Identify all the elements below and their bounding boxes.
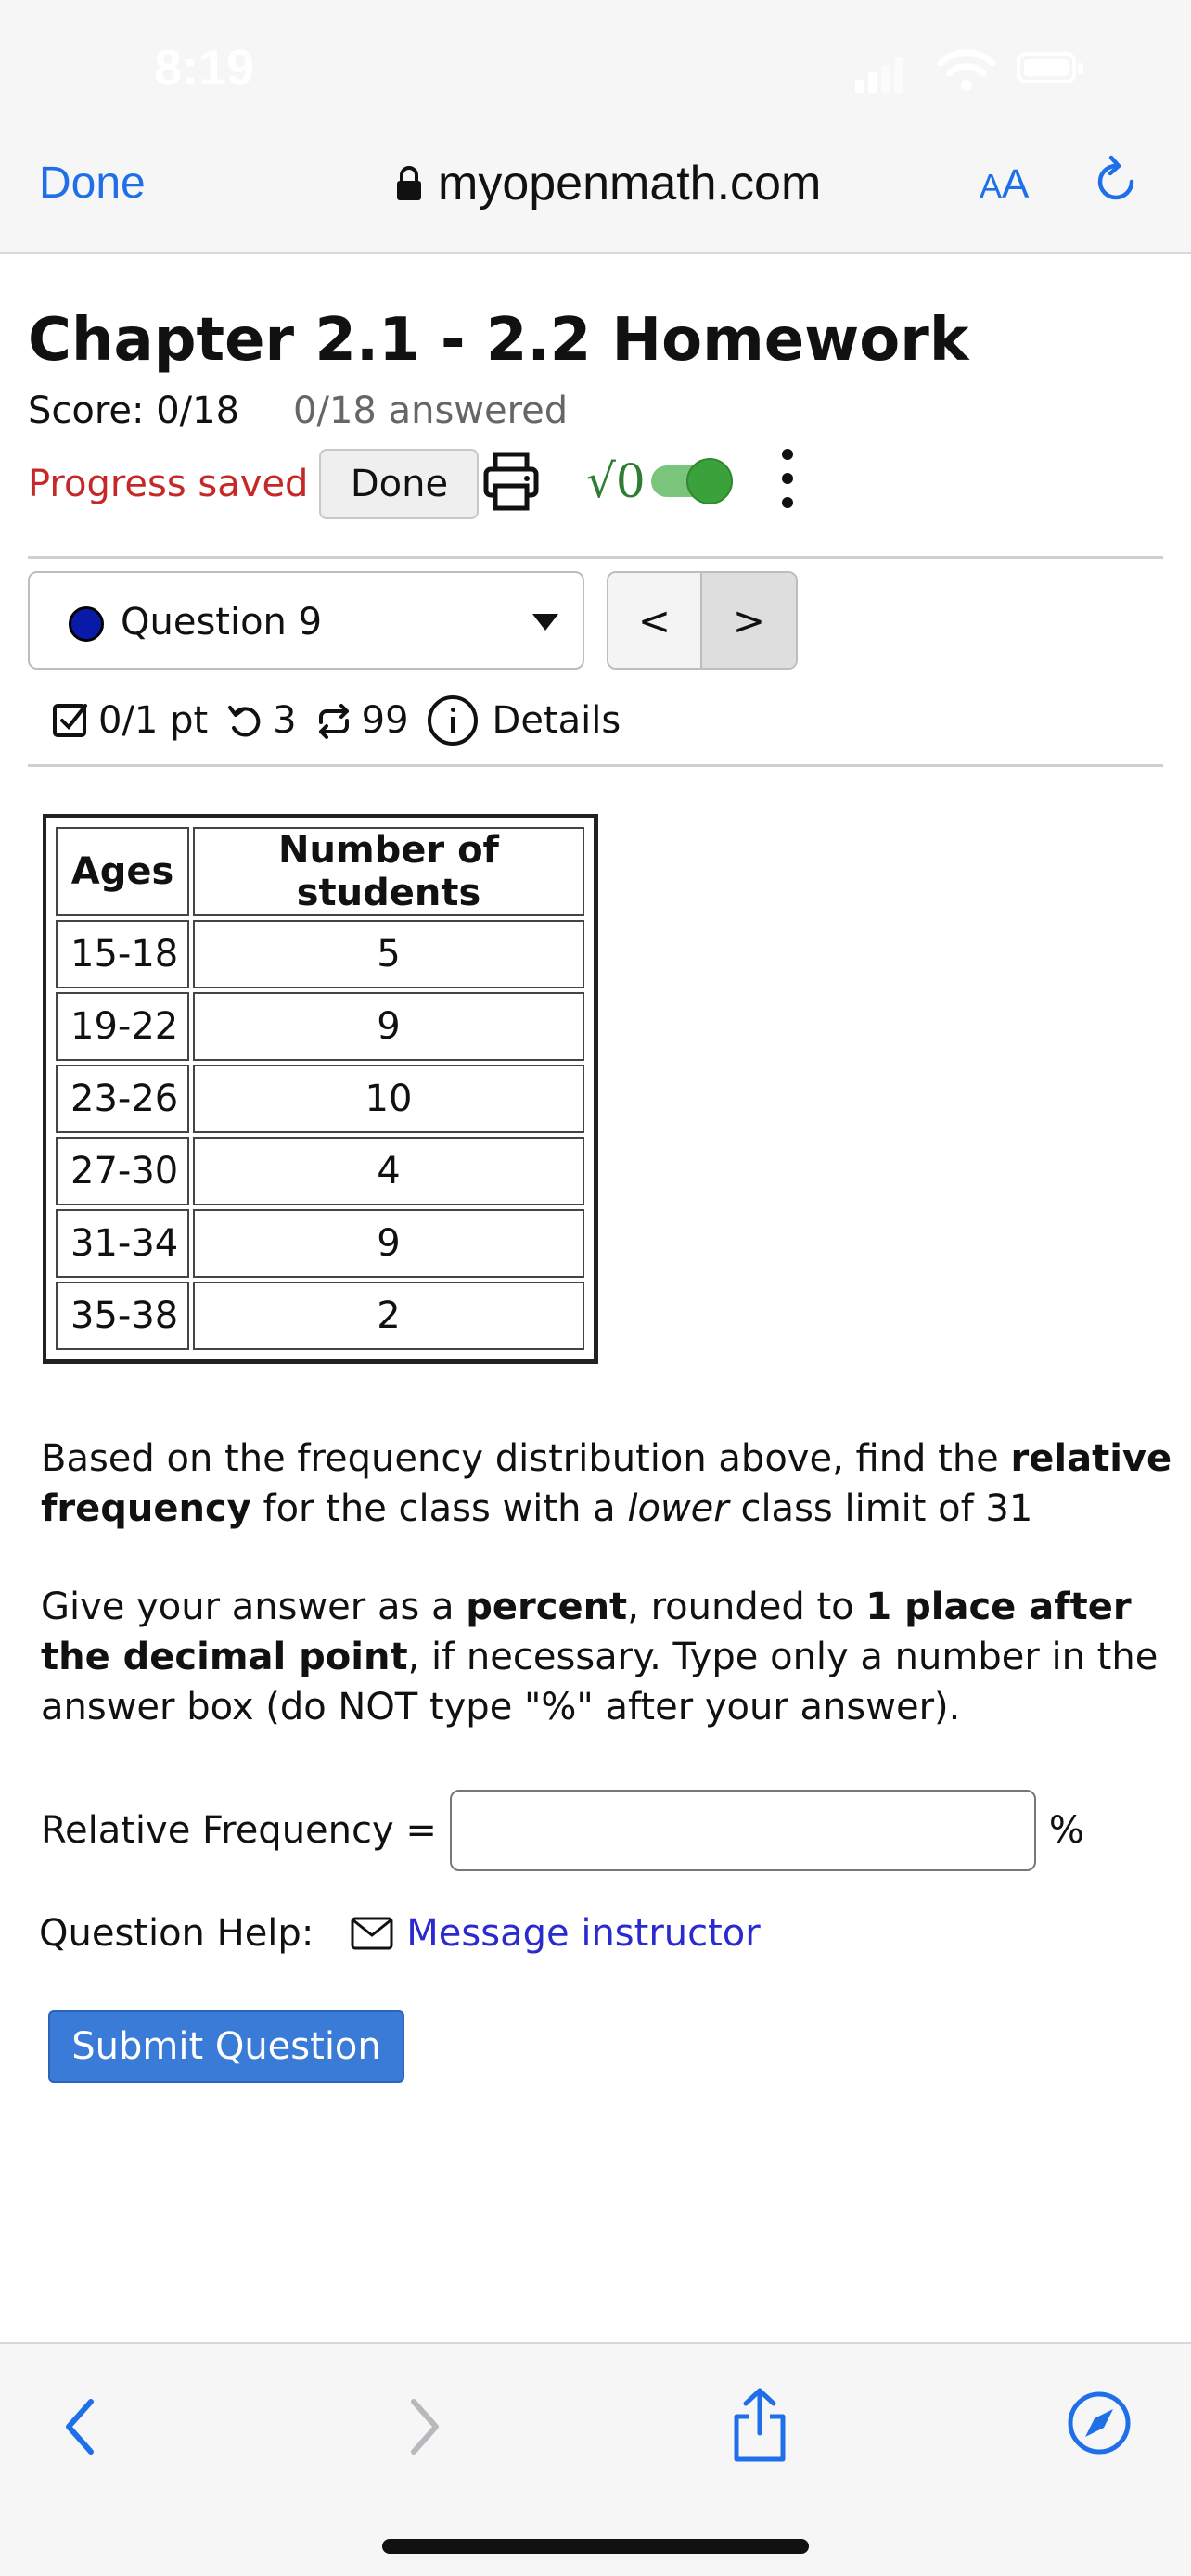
- share-icon[interactable]: [729, 2385, 790, 2463]
- reload-icon[interactable]: [1091, 154, 1141, 210]
- address-bar[interactable]: [395, 156, 821, 211]
- table-cell-count: 2: [193, 1282, 584, 1350]
- table-row: [56, 992, 584, 1061]
- address-host: myopenmath.com: [438, 157, 822, 210]
- compass-icon[interactable]: [1067, 2391, 1132, 2455]
- answer-row: [41, 1790, 1084, 1871]
- table-row: [56, 1282, 584, 1350]
- browser-toolbar: [0, 130, 1191, 254]
- question-help: [39, 1912, 761, 1955]
- more-options-icon[interactable]: [781, 449, 794, 508]
- help-label: Question Help:: [39, 1912, 314, 1955]
- home-indicator: [382, 2539, 809, 2554]
- answer-input[interactable]: [450, 1790, 1036, 1871]
- wifi-icon: [937, 46, 996, 93]
- table-cell-age: 35-38: [56, 1282, 189, 1350]
- question-select-label: Question 9: [121, 601, 323, 644]
- previous-question-button[interactable]: <: [608, 573, 702, 668]
- text-size-button[interactable]: AA: [980, 161, 1030, 207]
- math-entry-toggle[interactable]: [586, 454, 727, 508]
- answer-label: Relative Frequency =: [41, 1809, 437, 1852]
- score-text: Score: 0/18: [28, 389, 240, 432]
- forward-icon[interactable]: [404, 2394, 445, 2459]
- question-meta: [52, 695, 639, 746]
- question-prompt: Based on the frequency distribution above, find the relative frequency for the class with a lower class limit of 31: [41, 1437, 1172, 1530]
- attempts-icon: [315, 700, 352, 741]
- frequency-table: [43, 814, 598, 1364]
- table-cell-age: 27-30: [56, 1137, 189, 1205]
- table-row: [56, 1065, 584, 1133]
- lock-icon: [395, 165, 423, 202]
- toggle-switch[interactable]: [651, 465, 727, 497]
- table-cell-count: 9: [193, 992, 584, 1061]
- print-icon[interactable]: [482, 451, 540, 512]
- status-time: 8:19: [154, 40, 255, 96]
- table-cell-age: 19-22: [56, 992, 189, 1061]
- table-cell-count: 9: [193, 1209, 584, 1278]
- divider: [28, 764, 1163, 767]
- table-row: [56, 1209, 584, 1278]
- browser-done-button[interactable]: Done: [39, 159, 146, 208]
- score-row: [28, 389, 568, 432]
- retries-count: 3: [273, 699, 297, 742]
- answered-count: 0/18 answered: [293, 389, 569, 432]
- info-icon: [428, 695, 478, 746]
- page-title: Chapter 2.1 - 2.2 Homework: [28, 306, 969, 375]
- table-header-students: Number of students: [193, 827, 584, 916]
- table-cell-count: 5: [193, 920, 584, 988]
- status-bar: [0, 0, 1191, 130]
- percent-suffix: %: [1048, 1809, 1084, 1852]
- signal-icon: [855, 56, 903, 93]
- table-cell-count: 4: [193, 1137, 584, 1205]
- progress-status: Progress saved: [28, 463, 309, 505]
- table-header-ages: Ages: [56, 827, 189, 916]
- question-select[interactable]: [28, 571, 584, 670]
- table-cell-age: 15-18: [56, 920, 189, 988]
- envelope-icon: [351, 1917, 393, 1950]
- table-cell-age: 23-26: [56, 1065, 189, 1133]
- question-nav: [607, 571, 798, 670]
- table-cell-age: 31-34: [56, 1209, 189, 1278]
- save-row: [28, 449, 479, 519]
- sqrt-icon: √0: [586, 454, 646, 508]
- back-icon[interactable]: [59, 2394, 100, 2459]
- table-cell-count: 10: [193, 1065, 584, 1133]
- retry-icon: [226, 700, 263, 741]
- question-status-dot: [69, 606, 104, 642]
- details-button[interactable]: [428, 695, 621, 746]
- submit-question-button[interactable]: Submit Question: [48, 2010, 404, 2083]
- message-instructor-link[interactable]: Message instructor: [406, 1912, 761, 1955]
- checkbox-icon: [52, 700, 89, 741]
- next-question-button[interactable]: >: [702, 573, 796, 668]
- table-header-row: [56, 827, 584, 916]
- points-text: 0/1 pt: [98, 699, 209, 742]
- table-row: [56, 1137, 584, 1205]
- caret-down-icon: [532, 614, 558, 631]
- details-label: Details: [492, 699, 621, 742]
- divider: [28, 556, 1163, 559]
- table-row: [56, 920, 584, 988]
- battery-icon: [1017, 52, 1076, 83]
- attempts-count: 99: [361, 699, 409, 742]
- answer-instructions: Give your answer as a percent, rounded to 1 place after the decimal point, if necessary. Type only a number in the answer box (do NOT type "%" after your answer).: [41, 1586, 1159, 1728]
- done-button[interactable]: Done: [319, 449, 479, 519]
